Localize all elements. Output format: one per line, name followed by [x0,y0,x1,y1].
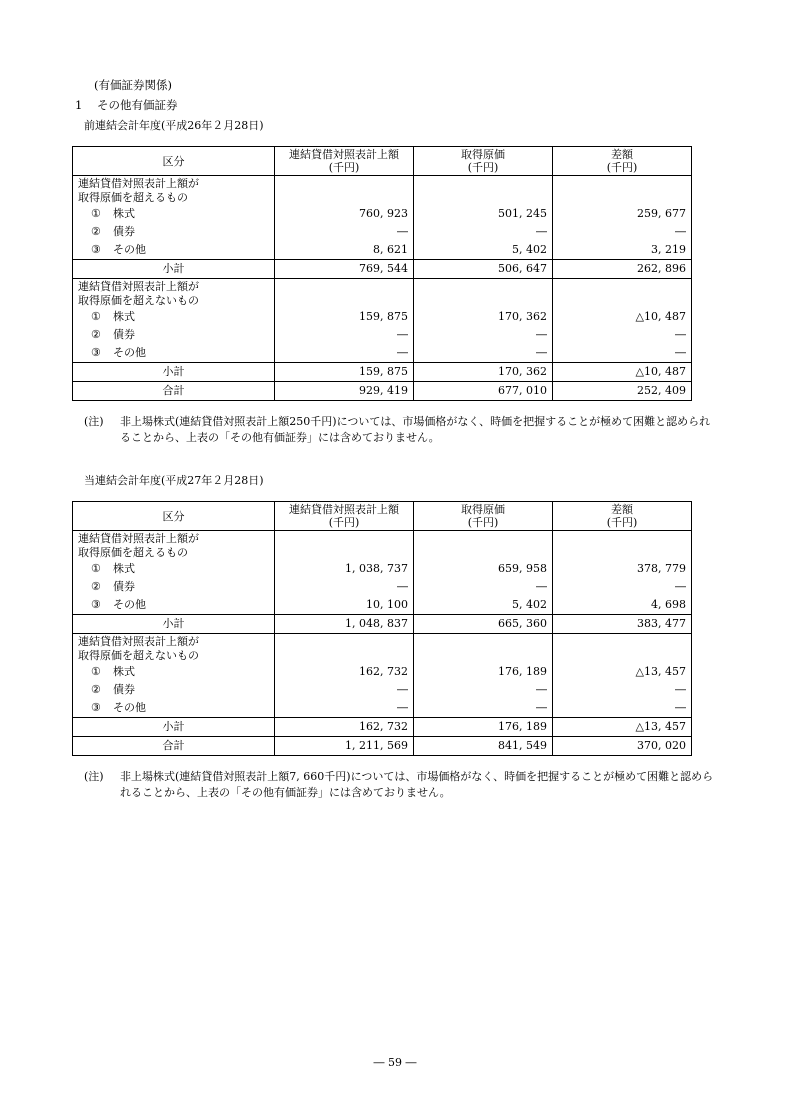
period-title-prior: 前連結会計年度(平成26年２月28日) [84,119,264,132]
period-title-current: 当連結会計年度(平成27年２月28日) [84,474,264,487]
subsection-number: 1 [75,98,83,112]
table-row: ① 株式 760, 923 501, 245 259, 677 [73,205,692,223]
group-label-row [73,279,692,309]
col-diff-header: 差額 (千円) [553,502,692,531]
securities-table-current [72,501,692,756]
group-label: 連結貸借対照表計上額が 取得原価を超えるもの [73,531,275,561]
table-row: ③ その他 8, 621 5, 402 3, 219 [73,241,692,260]
table-row: ① 株式 1, 038, 737 659, 958 378, 779 [73,560,692,578]
table-row: ③ その他 10, 100 5, 402 4, 698 [73,596,692,615]
subtotal-row: 小計 769, 544 506, 647 262, 896 [73,260,692,279]
group-label-row [73,176,692,206]
group-label: 連結貸借対照表計上額が 取得原価を超えないもの [73,634,275,664]
table-row: ② 債券 ― ― ― [73,578,692,596]
table-row: ① 株式 159, 875 170, 362 △10, 487 [73,308,692,326]
group-label-row [73,634,692,664]
table-row: ① 株式 162, 732 176, 189 △13, 457 [73,663,692,681]
group-label-row [73,531,692,561]
total-row: 合計 1, 211, 569 841, 549 370, 020 [73,737,692,756]
subsection-title: その他有価証券 [96,98,178,112]
col-diff-header: 差額 (千円) [553,147,692,176]
note-tag: (注) [84,415,104,428]
page-number: ― 59 ― [373,1056,417,1069]
table-row: ③ その他 ― ― ― [73,344,692,363]
col-cost-header: 取得原価 (千円) [414,147,553,176]
group-label: 連結貸借対照表計上額が 取得原価を超えるもの [73,176,275,206]
securities-table-prior [72,146,692,401]
col-carrying-header: 連結貸借対照表計上額 (千円) [275,147,414,176]
subtotal-row: 小計 162, 732 176, 189 △13, 457 [73,718,692,737]
section-title: (有価証券関係) [94,78,172,92]
note-text: 非上場株式(連結貸借対照表計上額250千円)については、市場価格がなく、時価を把握することが極めて困難と認められることから、上表の「その他有価証券」には含めておりません。 [120,415,711,444]
col-cost-header: 取得原価 (千円) [414,502,553,531]
col-category-header: 区分 [73,147,275,176]
total-row: 合計 929, 419 677, 010 252, 409 [73,382,692,401]
table-note-current [84,769,724,803]
table-header-row [73,502,692,531]
table-row: ③ その他 ― ― ― [73,699,692,718]
col-carrying-header: 連結貸借対照表計上額 (千円) [275,502,414,531]
subtotal-row: 小計 1, 048, 837 665, 360 383, 477 [73,615,692,634]
table-row: ② 債券 ― ― ― [73,681,692,699]
note-tag: (注) [84,770,104,783]
table-header-row [73,147,692,176]
group-label: 連結貸借対照表計上額が 取得原価を超えないもの [73,279,275,309]
col-category-header: 区分 [73,502,275,531]
note-text: 非上場株式(連結貸借対照表計上額7, 660千円)については、市場価格がなく、時価を把握することが極めて困難と認められることから、上表の「その他有価証券」には含めておりません。 [120,770,714,799]
subsection-heading [75,97,177,113]
table-row: ② 債券 ― ― ― [73,223,692,241]
table-note-prior [84,414,724,448]
table-row: ② 債券 ― ― ― [73,326,692,344]
subtotal-row: 小計 159, 875 170, 362 △10, 487 [73,363,692,382]
